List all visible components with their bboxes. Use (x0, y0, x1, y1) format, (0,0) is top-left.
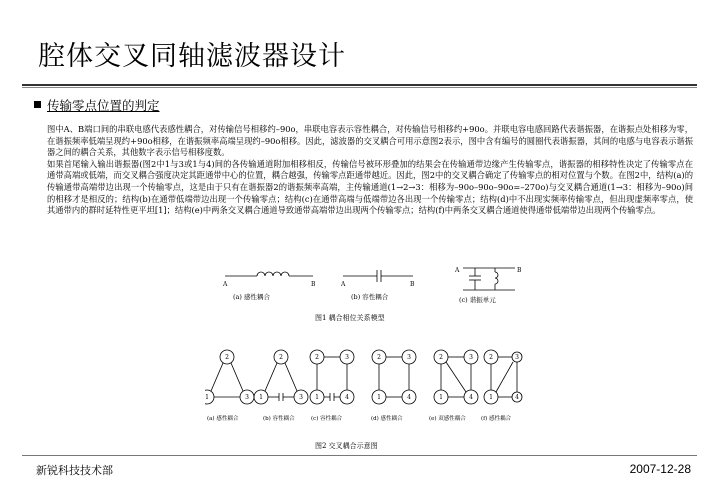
svg-text:1: 1 (259, 394, 263, 401)
svg-text:2: 2 (279, 354, 283, 361)
svg-text:B: B (311, 281, 316, 288)
svg-text:2: 2 (377, 354, 381, 361)
svg-text:3: 3 (299, 394, 303, 401)
fig2-label-f: (f) 感性耦合 (481, 416, 512, 422)
svg-text:3: 3 (469, 354, 473, 361)
svg-text:1: 1 (489, 394, 493, 401)
svg-text:2: 2 (489, 354, 493, 361)
svg-text:3: 3 (515, 354, 519, 361)
svg-text:1: 1 (439, 394, 443, 401)
svg-text:1: 1 (377, 394, 381, 401)
fig2-label-c: (c) 容性耦合 (311, 416, 343, 422)
fig1-label-c: (c) 谐振单元 (459, 296, 496, 304)
svg-text:4: 4 (345, 394, 349, 401)
fig2-label-a: (a) 感性耦合 (207, 416, 239, 422)
title-divider (22, 84, 697, 86)
svg-text:2: 2 (439, 354, 443, 361)
footer-date: 2007-12-28 (629, 462, 691, 476)
fig1-caption: 图1 耦合相位关系模型 (315, 314, 385, 322)
fig1-label-b: (b) 容性耦合 (351, 293, 389, 301)
fig2-caption: 图2 交叉耦合示意图 (315, 442, 378, 450)
title-divider-thin (22, 87, 697, 88)
bullet-square-icon (34, 101, 41, 108)
fig1-label-a: (a) 感性耦合 (233, 293, 271, 301)
svg-text:A: A (223, 281, 228, 288)
svg-text:1: 1 (315, 394, 319, 401)
fig2-label-b: (b) 容性耦合 (263, 416, 295, 422)
fig2-label-d: (d) 感性耦合 (371, 416, 403, 422)
paragraph-2: 如果首尾输入输出谐振器(图2中1与3或1与4)间的各传输通道附加相移相反，传输信号被环形叠加的结果会在传输通带边缘产生传输零点，谐振器的相移特性决定了传输零点在通带高端或低端，而交叉耦合强度决定其距通带中心的位置，耦合越强，传输零点距通带越近。因此，图2中的交叉耦合确定了传输零点的相对位置与个数。在图2中，结构(a)的传输通带高端带边出现一个传输零点，这是由于只有在谐振器2的谐振频率高端，主传输通道(1→2→3：相移为–90o–90o–90o=–270o)与交叉耦合通道(1→3：相移为–90o)间的相移才是相反的；结构(b)在通带低端带边出现一个传输零点；结构(c)在通带高端与低端带边各出现一个传输零点；结构(d)中不出现实频率传输零点，但出现虚频率零点，使其通带内的群时延特性更平坦[1]；结构(e)中两条交叉耦合通道导致通带高端带边出现两个传输零点；结构(f)中两条交叉耦合通道使得通带低端带边出现两个传输零点。 (47, 158, 693, 216)
body-text (47, 124, 693, 217)
footer-divider (22, 455, 697, 456)
svg-text:3: 3 (345, 354, 349, 361)
svg-text:3: 3 (407, 354, 411, 361)
fig2-label-e: (e) 双感性耦合 (429, 416, 466, 422)
svg-text:B: B (517, 267, 522, 274)
svg-text:A: A (341, 281, 346, 288)
svg-text:2: 2 (315, 354, 319, 361)
slide-title: 腔体交叉同轴滤波器设计 (38, 41, 346, 72)
svg-text:A: A (455, 267, 460, 274)
paragraph-1: 图中A、B端口间的串联电感代表感性耦合，对传输信号相移约–90o，串联电容表示容性耦合，对传输信号相移约+90o。并联电容电感回路代表谐振器，在谐振点处相移为零，在谐振频率低端呈现约+90o相移，在谐振频率高端呈现约–90o相移。因此，滤波器的交叉耦合可用示意图2表示，图中含有编号的圆圈代表谐振器，其间的电感与电容表示谐振器之间的耦合关系，其他数字表示信号相移度数。 (47, 124, 693, 158)
footer-organization: 新锐科技技术部 (36, 464, 113, 477)
coupling-figure (205, 262, 523, 452)
svg-text:3: 3 (245, 394, 249, 401)
svg-text:4: 4 (469, 394, 473, 401)
svg-text:B: B (410, 281, 415, 288)
svg-text:4: 4 (407, 394, 411, 401)
svg-text:2: 2 (225, 354, 229, 361)
section-subtitle: 传输零点位置的判定 (47, 98, 160, 113)
svg-text:1: 1 (205, 394, 209, 401)
svg-text:4: 4 (515, 394, 519, 401)
